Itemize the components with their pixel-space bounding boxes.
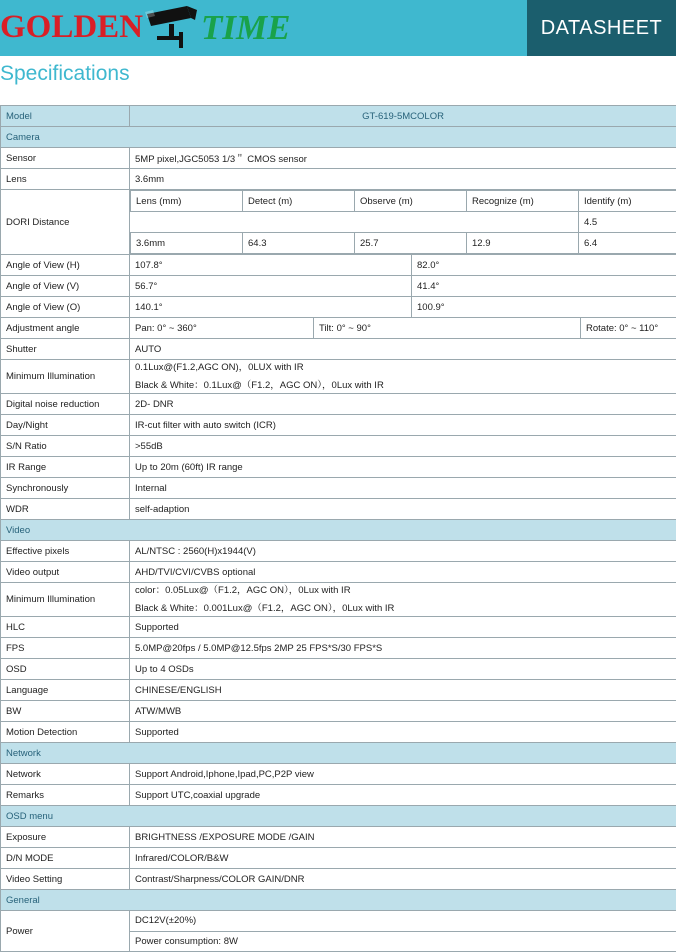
section-camera <box>1 127 676 148</box>
spec-row-eff-pixels <box>1 541 676 562</box>
row-value: AL/NTSC : 2560(H)x1944(V) <box>130 541 676 562</box>
spec-row-aov-v <box>1 276 676 297</box>
row-label: D/N MODE <box>1 848 130 869</box>
row-label: IR Range <box>1 457 130 478</box>
section-osd-menu-label: OSD menu <box>1 806 676 827</box>
row-label: Minimum Illumination <box>1 360 130 394</box>
dori-row2-recognize: 12.9 <box>467 233 579 254</box>
row-value: 56.7° <box>130 276 412 297</box>
spec-row-adjust <box>1 318 676 339</box>
spec-row-language <box>1 680 676 701</box>
spec-row-shutter <box>1 339 676 360</box>
row-label: S/N Ratio <box>1 436 130 457</box>
spec-row-power <box>1 911 676 952</box>
row-value: Contrast/Sharpness/COLOR GAIN/DNR <box>130 869 676 890</box>
spec-row-hlc <box>1 617 676 638</box>
row-value-multi <box>130 911 676 952</box>
row-value: Internal <box>130 478 676 499</box>
row-value-multi <box>130 583 676 617</box>
spec-row-lens <box>1 169 676 190</box>
value-line: Black & White：0.1Lux@（F1.2，AGC ON），0Lux with IR <box>135 380 384 391</box>
row-label: Adjustment angle <box>1 318 130 339</box>
dori-header-recognize: Recognize (m) <box>467 191 579 212</box>
row-label: BW <box>1 701 130 722</box>
dori-row2-detect: 64.3 <box>243 233 355 254</box>
row-label: Digital noise reduction <box>1 394 130 415</box>
row-value: Support UTC,coaxial upgrade <box>130 785 676 806</box>
cctv-camera-icon <box>143 4 199 50</box>
row-label: Network <box>1 764 130 785</box>
spec-row-min-illum-video <box>1 583 676 617</box>
spec-row-dn-mode <box>1 848 676 869</box>
spec-row-sn <box>1 436 676 457</box>
header-bar <box>0 0 676 56</box>
model-value: GT-619-5MCOLOR <box>130 106 676 127</box>
row-value: 5.0MP@20fps / 5.0MP@12.5fps 2MP 25 FPS*S/30 FPS*S <box>130 638 676 659</box>
row-value: Support Android,Iphone,Ipad,PC,P2P view <box>130 764 676 785</box>
row-label: Day/Night <box>1 415 130 436</box>
spec-row-wdr <box>1 499 676 520</box>
row-label: Shutter <box>1 339 130 360</box>
model-label: Model <box>1 106 130 127</box>
spec-row-dnr <box>1 394 676 415</box>
spec-row-dori <box>1 190 676 255</box>
row-label: Angle of View (H) <box>1 255 130 276</box>
dori-row1-blank <box>131 212 579 233</box>
row-value: Up to 4 OSDs <box>130 659 676 680</box>
spec-row-video-setting <box>1 869 676 890</box>
value-line: color：0.05Lux@（F1.2，AGC ON），0Lux with IR <box>135 585 351 596</box>
spec-row-aov-o <box>1 297 676 318</box>
section-camera-label: Camera <box>1 127 676 148</box>
spec-row-sync <box>1 478 676 499</box>
spec-row-min-illum-camera <box>1 360 676 394</box>
dori-row2-lens: 3.6mm <box>131 233 243 254</box>
row-value: IR-cut filter with auto switch (ICR) <box>130 415 676 436</box>
row-value-multi <box>130 360 676 394</box>
brand-logo <box>0 2 291 52</box>
dori-header-identify: Identify (m) <box>579 191 676 212</box>
dori-row1-identify: 4.5 <box>579 212 676 233</box>
datasheet-label: DATASHEET <box>540 16 663 39</box>
row-value: AHD/TVI/CVI/CVBS optional <box>130 562 676 583</box>
datasheet-banner <box>527 0 676 56</box>
value-line: DC12V(±20%) <box>135 915 197 926</box>
value-line: Black & White：0.001Lux@（F1.2，AGC ON），0Lux with IR <box>135 603 395 614</box>
value-line: Power consumption: 8W <box>130 931 676 951</box>
page-title: Specifications <box>0 62 130 85</box>
row-label: Lens <box>1 169 130 190</box>
row-value: BRIGHTNESS /EXPOSURE MODE /GAIN <box>130 827 676 848</box>
row-value: 140.1° <box>130 297 412 318</box>
spec-row-aov-h <box>1 255 676 276</box>
section-network <box>1 743 676 764</box>
row-value: Supported <box>130 617 676 638</box>
row-value: self-adaption <box>130 499 676 520</box>
row-label: Effective pixels <box>1 541 130 562</box>
row-value: AUTO <box>130 339 676 360</box>
row-value: 5MP pixel,JGC5053 1/3＂ CMOS sensor <box>130 148 676 169</box>
row-label: Synchronously <box>1 478 130 499</box>
row-label: Exposure <box>1 827 130 848</box>
section-osd-menu <box>1 806 676 827</box>
pan-value: Pan: 0° ~ 360° <box>130 318 314 339</box>
rotate-value: Rotate: 0° ~ 110° <box>581 318 676 339</box>
spec-row-video-output <box>1 562 676 583</box>
row-label: Sensor <box>1 148 130 169</box>
row-label: WDR <box>1 499 130 520</box>
dori-grid <box>130 190 676 255</box>
spec-row-bw <box>1 701 676 722</box>
spec-row-remarks <box>1 785 676 806</box>
row-value: Up to 20m (60ft) IR range <box>130 457 676 478</box>
row-label: DORI Distance <box>1 190 130 255</box>
spec-row-network <box>1 764 676 785</box>
row-label: Remarks <box>1 785 130 806</box>
row-label: Video Setting <box>1 869 130 890</box>
dori-row2-identify: 6.4 <box>579 233 676 254</box>
model-row <box>1 106 676 127</box>
spec-row-sensor <box>1 148 676 169</box>
dori-row2-observe: 25.7 <box>355 233 467 254</box>
row-value: Infrared/COLOR/B&W <box>130 848 676 869</box>
spec-table <box>0 105 676 952</box>
row-label: Power <box>1 911 130 952</box>
section-general <box>1 890 676 911</box>
row-value: CHINESE/ENGLISH <box>130 680 676 701</box>
row-value: 3.6mm <box>130 169 676 190</box>
row-value: 82.0° <box>412 255 676 276</box>
row-label: Video output <box>1 562 130 583</box>
row-label: Language <box>1 680 130 701</box>
row-label: HLC <box>1 617 130 638</box>
dori-header-lens: Lens (mm) <box>131 191 243 212</box>
row-label: Minimum Illumination <box>1 583 130 617</box>
row-value: Supported <box>130 722 676 743</box>
row-value: ATW/MWB <box>130 701 676 722</box>
spec-row-day-night <box>1 415 676 436</box>
row-label: OSD <box>1 659 130 680</box>
section-network-label: Network <box>1 743 676 764</box>
spec-row-fps <box>1 638 676 659</box>
spec-row-exposure <box>1 827 676 848</box>
spec-row-motion <box>1 722 676 743</box>
row-value: 2D- DNR <box>130 394 676 415</box>
row-label: Angle of View (O) <box>1 297 130 318</box>
row-value: 100.9° <box>412 297 676 318</box>
dori-header-observe: Observe (m) <box>355 191 467 212</box>
brand-time: TIME <box>201 7 291 47</box>
row-value: >55dB <box>130 436 676 457</box>
row-value: 41.4° <box>412 276 676 297</box>
row-value: 107.8° <box>130 255 412 276</box>
brand-golden: GOLDEN <box>0 8 144 45</box>
section-video-label: Video <box>1 520 676 541</box>
value-line: 0.1Lux@(F1.2,AGC ON)，0LUX with IR <box>135 362 304 373</box>
section-general-label: General <box>1 890 676 911</box>
section-video <box>1 520 676 541</box>
tilt-value: Tilt: 0° ~ 90° <box>314 318 581 339</box>
row-label: Angle of View (V) <box>1 276 130 297</box>
spec-row-osd <box>1 659 676 680</box>
row-label: Motion Detection <box>1 722 130 743</box>
dori-header-detect: Detect (m) <box>243 191 355 212</box>
row-label: FPS <box>1 638 130 659</box>
spec-row-ir-range <box>1 457 676 478</box>
